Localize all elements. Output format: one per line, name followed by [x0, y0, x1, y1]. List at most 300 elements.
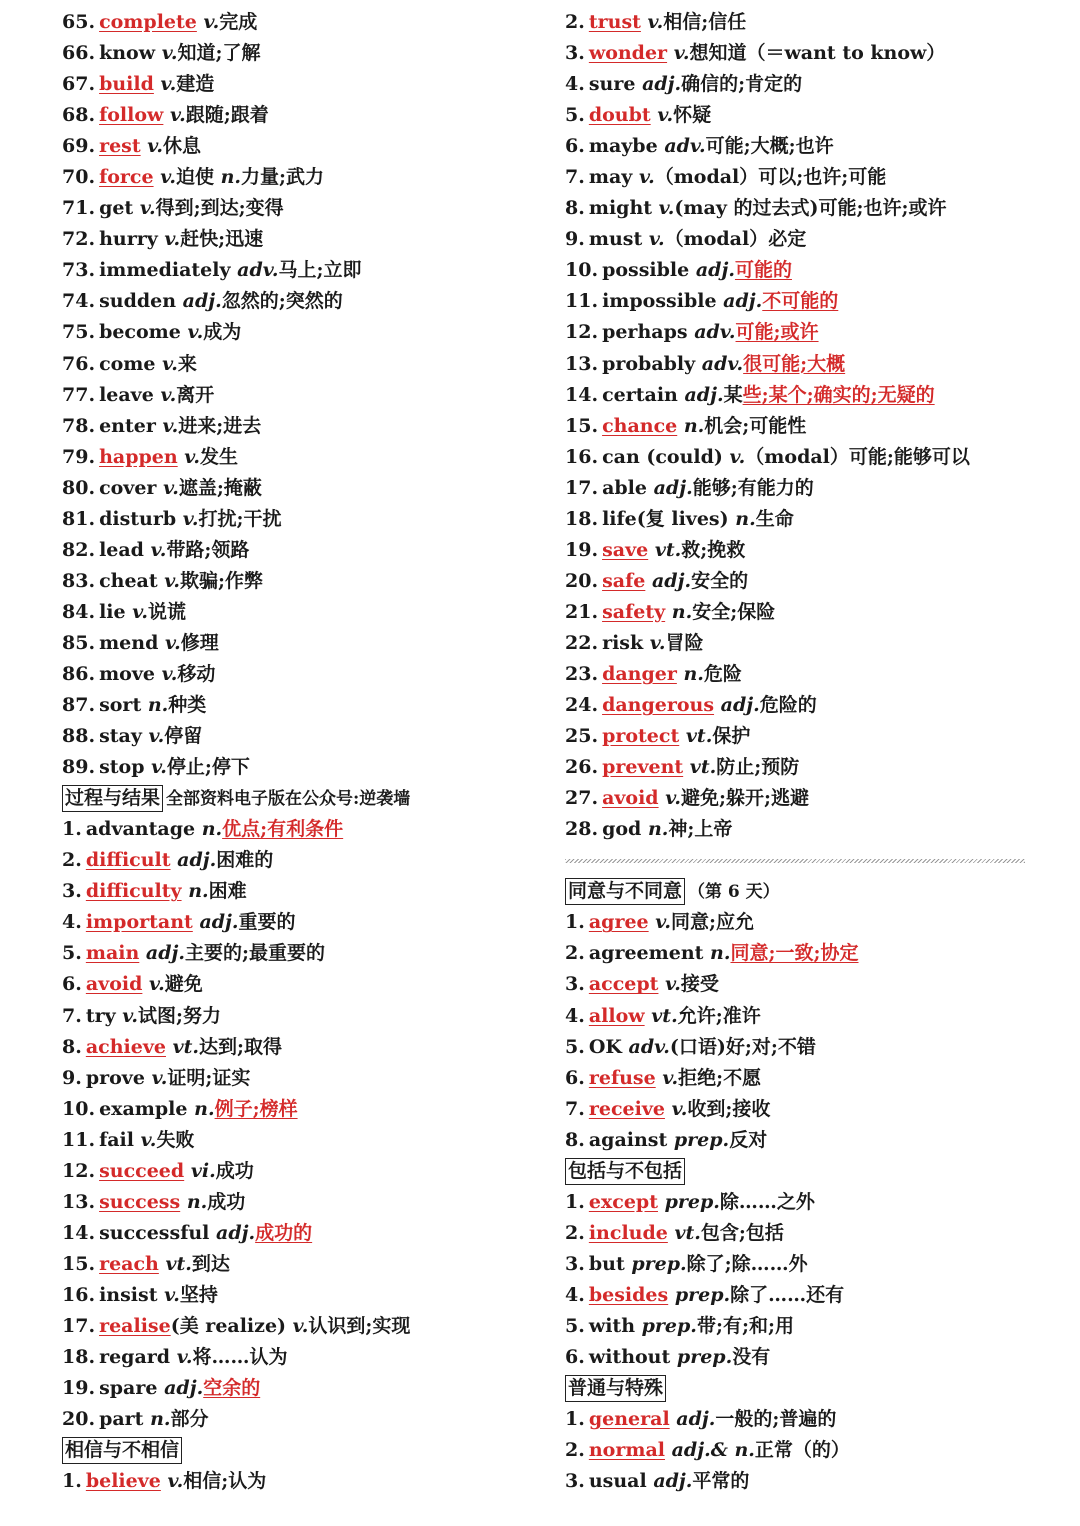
entry-pos: v.: [164, 569, 180, 592]
vocab-entry: [565, 721, 1065, 752]
entry-definition: 正常（的）: [754, 1439, 850, 1462]
entry-definition: 怀疑: [673, 104, 712, 127]
entry-pos: v.: [160, 73, 177, 96]
vocab-entry: [565, 1094, 1065, 1125]
section-title: 普通与特殊: [565, 1375, 666, 1402]
entry-number: 66.: [62, 42, 96, 65]
entry-pos-2: n.: [220, 166, 242, 189]
entry-pos: v.: [139, 197, 156, 220]
vocab-entry: [62, 876, 532, 907]
vocab-entry: [565, 473, 1065, 504]
entry-pos: n.: [194, 1097, 215, 1120]
entry-number: 89.: [62, 756, 96, 779]
entry-number: 2.: [565, 11, 585, 33]
entry-word: move: [99, 662, 155, 685]
entry-pos: v.: [161, 662, 178, 685]
entry-word: usual: [588, 1470, 647, 1493]
entry-definition: 欺骗;作弊: [180, 569, 264, 592]
entry-pos: v.: [170, 104, 186, 127]
vocab-entry: [565, 752, 1065, 783]
entry-number: 85.: [62, 631, 96, 654]
entry-number: 20.: [62, 1408, 96, 1431]
entry-word: stay: [99, 725, 142, 748]
vocab-entry: [62, 1466, 532, 1497]
vocab-entry: [62, 1311, 532, 1342]
entry-definition: 接受: [680, 973, 719, 996]
section-title: 相信与不相信: [62, 1437, 182, 1464]
vocab-entry: [565, 7, 1065, 38]
entry-pos: v.: [655, 911, 672, 934]
entry-word: become: [99, 321, 181, 344]
entry-definition: 避免;躲开;逃避: [680, 787, 809, 810]
entry-definition: 忽然的;突然的: [221, 290, 343, 313]
entry-definition: 危险: [703, 662, 742, 685]
entry-pos: v.: [671, 1097, 688, 1120]
entry-definition: 将……认为: [192, 1346, 288, 1369]
entry-number: 18.: [565, 507, 599, 530]
vocab-entry: [565, 1404, 1065, 1435]
right-column: [565, 7, 1065, 1497]
entry-definition: 失败: [156, 1128, 195, 1151]
vocab-entry: [565, 349, 1065, 380]
entry-word: might: [588, 197, 653, 220]
entry-definition: 部分: [170, 1408, 209, 1431]
vocab-entry: [565, 1063, 1065, 1094]
entry-number: 24.: [565, 694, 599, 717]
entry-pos: adj.& n.: [671, 1439, 755, 1462]
entry-number: 86.: [62, 662, 96, 685]
entry-definition: 例子;榜样: [214, 1097, 298, 1120]
entry-pos: adj.: [676, 1408, 716, 1431]
entry-pos: v.: [162, 414, 179, 437]
vocab-entry: [62, 286, 532, 317]
entry-number: 1.: [565, 911, 585, 934]
entry-definition: 相信;认为: [183, 1470, 267, 1493]
entry-number: 5.: [565, 1314, 585, 1337]
entry-pos: adj.: [653, 1470, 693, 1493]
entry-number: 6.: [565, 1346, 585, 1369]
entry-number: 2.: [565, 942, 585, 965]
entry-number: 8.: [565, 1128, 585, 1151]
vocab-entry: [62, 442, 532, 473]
entry-number: 82.: [62, 538, 96, 561]
entry-word: mend: [99, 631, 159, 654]
entry-number: 18.: [62, 1346, 96, 1369]
entry-definition: 困难的: [216, 849, 274, 872]
vocab-entry: [62, 969, 532, 1000]
entry-pos: v.: [292, 1314, 309, 1337]
entry-pos: v.: [184, 445, 201, 468]
vocab-entry: [62, 193, 532, 224]
entry-definition: 除了;除……外: [686, 1252, 808, 1275]
entry-number: 3.: [565, 973, 585, 996]
entry-pos: adj.: [199, 911, 239, 934]
entry-number: 9.: [565, 228, 585, 251]
entry-number: 65.: [62, 11, 96, 33]
entry-number: 3.: [62, 880, 82, 903]
entry-number: 8.: [565, 197, 585, 220]
vocab-entry: [565, 1280, 1065, 1311]
entry-word: refuse: [588, 1066, 656, 1089]
entry-word: but: [588, 1252, 625, 1275]
entry-number: 5.: [62, 942, 82, 965]
entry-word: cheat: [99, 569, 158, 592]
vocab-entry: [62, 69, 532, 100]
entry-pos: adv.: [701, 352, 744, 375]
entry-word: must: [588, 228, 643, 251]
entry-number: 70.: [62, 166, 96, 189]
entry-word: enter: [99, 414, 156, 437]
entry-pos: adj.: [723, 290, 763, 313]
entry-number: 2.: [565, 1221, 585, 1244]
entry-word: follow: [99, 104, 164, 127]
entry-pos: v.: [151, 1066, 168, 1089]
entry-pos: v.: [203, 11, 220, 33]
entry-definition: 停留: [164, 725, 203, 748]
vocab-entry: [62, 224, 532, 255]
entry-word: can (could): [602, 445, 723, 468]
vocab-entry: [565, 193, 1065, 224]
entry-pos: adj.: [653, 476, 693, 499]
entry-word: reach: [99, 1252, 159, 1275]
vocab-entry: [62, 814, 532, 845]
entry-definition: 带;有;和;用: [696, 1314, 794, 1337]
entry-number: 1.: [62, 1470, 82, 1493]
entry-number: 83.: [62, 569, 96, 592]
entry-definition: 认识到;实现: [308, 1314, 411, 1337]
entry-pos: adj.: [216, 1221, 256, 1244]
entry-word: sort: [99, 694, 142, 717]
entry-word: succeed: [99, 1159, 185, 1182]
entry-word: save: [602, 538, 649, 561]
vocab-entry: [565, 1125, 1065, 1156]
entry-number: 4.: [565, 73, 585, 96]
entry-pos: n.: [188, 880, 209, 903]
entry-definition-2: 力量;武力: [241, 166, 325, 189]
entry-word: try: [85, 1004, 116, 1027]
vocab-entry: [62, 566, 532, 597]
entry-word: life(复 lives): [602, 507, 729, 530]
section-title: 同意与不同意: [565, 878, 685, 905]
vocab-entry: [565, 907, 1065, 938]
entry-pos: n.: [186, 1190, 208, 1213]
vocab-entry: [565, 286, 1065, 317]
entry-pos: adj.: [182, 290, 222, 313]
entry-number: 79.: [62, 445, 96, 468]
entry-word: fail: [99, 1128, 134, 1151]
entry-number: 22.: [565, 631, 599, 654]
entry-definition: 成功: [215, 1159, 254, 1182]
vocab-entry: [565, 1342, 1065, 1373]
entry-number: 23.: [565, 662, 599, 685]
entry-word: get: [99, 197, 134, 220]
entry-word: important: [85, 911, 193, 934]
vocab-entry: [565, 1001, 1065, 1032]
entry-word: without: [588, 1346, 671, 1369]
vocab-entry: [565, 535, 1065, 566]
entry-word: difficulty: [85, 880, 182, 903]
entry-definition: 进来;进去: [178, 414, 262, 437]
entry-number: 7.: [565, 1097, 585, 1120]
vocab-entry: [62, 938, 532, 969]
section-divider: [565, 859, 1025, 863]
vocab-entry: [565, 1187, 1065, 1218]
entry-pos: v.: [150, 538, 167, 561]
entry-definition: 可能的: [734, 259, 792, 282]
entry-pos: n.: [735, 507, 756, 530]
entry-pos: adj.: [164, 1377, 204, 1400]
entry-number: 2.: [565, 1439, 585, 1462]
vocab-entry: [62, 473, 532, 504]
entry-pos: prep.: [664, 1190, 720, 1213]
entry-number: 20.: [565, 569, 599, 592]
entry-number: 13.: [62, 1190, 96, 1213]
entry-word: OK: [588, 1035, 622, 1058]
entry-word: with: [588, 1314, 636, 1337]
entry-definition: 优点;有利条件: [222, 818, 344, 841]
entry-pos: v.: [164, 228, 181, 251]
entry-word: come: [99, 352, 156, 375]
entry-definition: 种类: [168, 694, 207, 717]
vocab-entry: [62, 752, 532, 783]
entry-definition: 安全;保险: [692, 600, 776, 623]
entry-pos: adj.: [684, 383, 724, 406]
entry-number: 76.: [62, 352, 96, 375]
vocab-entry: [565, 69, 1065, 100]
entry-pos: adv.: [664, 135, 706, 158]
entry-definition: 到达: [191, 1252, 230, 1275]
entry-word: rest: [99, 135, 141, 158]
entry-word: impossible: [602, 290, 717, 313]
entry-definition: 很可能;大概: [743, 352, 846, 375]
vocab-entry: [62, 1342, 532, 1373]
entry-pos: v.: [148, 725, 165, 748]
entry-pos: vt.: [651, 1004, 678, 1027]
entry-definition: 遮盖;掩蔽: [178, 476, 262, 499]
vocab-entry: [62, 1280, 532, 1311]
entry-pos: v.: [161, 42, 178, 65]
entry-word: general: [588, 1408, 670, 1431]
entry-pos: v.: [187, 321, 204, 344]
entry-number: 19.: [565, 538, 599, 561]
entry-pos: prep.: [641, 1314, 697, 1337]
entry-word: know: [99, 42, 156, 65]
entry-word: insist: [99, 1283, 158, 1306]
entry-number: 1.: [62, 818, 82, 841]
entry-definition: 达到;取得: [199, 1035, 283, 1058]
entry-definition: 同意;一致;协定: [730, 942, 859, 965]
entry-pos: v.: [176, 1346, 193, 1369]
entry-pos: v.: [160, 383, 177, 406]
entry-number: 25.: [565, 725, 599, 748]
entry-number: 15.: [565, 414, 599, 437]
entry-number: 17.: [565, 476, 599, 499]
entry-definition: 移动: [177, 662, 216, 685]
entry-word: build: [99, 73, 154, 96]
entry-word: successful: [99, 1221, 210, 1244]
entry-word: sure: [588, 73, 636, 96]
entry-pos: n.: [647, 818, 669, 841]
entry-word: may: [588, 166, 633, 189]
entry-word: lead: [99, 538, 144, 561]
entry-definition: 马上;立即: [278, 259, 362, 282]
vocab-entry: [565, 597, 1065, 628]
vocab-entry: [62, 411, 532, 442]
vocab-entry: [565, 783, 1065, 814]
vocab-entry: [62, 659, 532, 690]
entry-pos: adj.: [177, 849, 217, 872]
vocab-entry: [565, 162, 1065, 193]
entry-number: 68.: [62, 104, 96, 127]
entry-definition: (口语)好;对;不错: [669, 1035, 816, 1058]
entry-pos: prep.: [676, 1346, 733, 1369]
entry-number: 12.: [565, 321, 599, 344]
entry-definition: 反对: [729, 1128, 768, 1151]
entry-number: 8.: [62, 1035, 82, 1058]
entry-pos: v.: [729, 445, 746, 468]
vocab-entry: [62, 317, 532, 348]
entry-number: 81.: [62, 507, 96, 530]
vocab-entry: [62, 1125, 532, 1156]
entry-pos: prep.: [631, 1252, 687, 1275]
entry-definition: 重要的: [238, 911, 296, 934]
entry-word: accept: [588, 973, 659, 996]
entry-pos: vt.: [689, 756, 717, 779]
entry-pos: vi.: [190, 1159, 216, 1182]
entry-definition: 平常的: [692, 1470, 750, 1493]
entry-word: besides: [588, 1283, 669, 1306]
entry-pos: v.: [182, 507, 199, 530]
entry-pos: vt.: [654, 538, 682, 561]
entry-number: 6.: [565, 135, 585, 158]
section-header: [62, 783, 532, 814]
entry-definition: 收到;接收: [687, 1097, 771, 1120]
vocab-entry: [565, 131, 1065, 162]
section-note: 全部资料电子版在公众号:逆袭墙: [166, 789, 411, 810]
vocab-entry: [565, 255, 1065, 286]
entry-definition: 停止;停下: [166, 756, 250, 779]
section-header: [565, 1373, 1065, 1404]
entry-definition: 不可能的: [762, 290, 839, 313]
entry-pos: adv.: [237, 259, 279, 282]
entry-definition: 成为: [203, 321, 242, 344]
entry-word: except: [588, 1190, 658, 1213]
entry-word: chance: [602, 414, 678, 437]
entry-number: 6.: [565, 1066, 585, 1089]
entry-number: 4.: [565, 1283, 585, 1306]
entry-word: include: [588, 1221, 668, 1244]
entry-word: wonder: [588, 42, 668, 65]
vocab-entry: [62, 380, 532, 411]
entry-definition: (may 的过去式)可能;也许;或许: [674, 197, 947, 220]
entry-number: 1.: [565, 1408, 585, 1431]
entry-definition: 神;上帝: [668, 818, 733, 841]
vocab-entry: [62, 1001, 532, 1032]
entry-word: spare: [99, 1377, 158, 1400]
vocab-entry: [62, 535, 532, 566]
entry-pos: v.: [151, 756, 167, 779]
entry-word: force: [99, 166, 154, 189]
entry-pos: v.: [132, 600, 148, 623]
entry-pos: v.: [638, 166, 655, 189]
entry-word: lie: [99, 600, 126, 623]
entry-word: against: [588, 1128, 668, 1151]
vocab-entry: [565, 411, 1065, 442]
entry-definition: 冒险: [665, 631, 704, 654]
entry-pos: n.: [147, 694, 169, 717]
vocab-entry: [62, 1187, 532, 1218]
section-title: 过程与结果: [62, 785, 163, 812]
vocab-entry: [565, 224, 1065, 255]
entry-pos: n.: [201, 818, 223, 841]
entry-word: risk: [602, 631, 644, 654]
entry-definition: 某: [723, 383, 743, 406]
entry-word: part: [99, 1408, 144, 1431]
entry-definition: 除了……还有: [730, 1283, 845, 1306]
entry-pos: adj.: [720, 694, 760, 717]
entry-word: hurry: [99, 228, 158, 251]
vocab-entry: [565, 628, 1065, 659]
entry-number: 7.: [62, 1004, 82, 1027]
entry-number: 3.: [565, 1252, 585, 1275]
entry-word: disturb: [99, 507, 177, 530]
entry-definition: 保护: [712, 725, 751, 748]
entry-definition: 没有: [732, 1346, 771, 1369]
vocab-entry: [62, 162, 532, 193]
vocab-entry: [62, 1218, 532, 1249]
entry-word: doubt: [588, 104, 651, 127]
entry-word: able: [602, 476, 647, 499]
entry-word: difficult: [85, 849, 171, 872]
entry-definition: （modal）必定: [664, 228, 807, 251]
vocab-entry: [62, 690, 532, 721]
entry-definition: 离开: [176, 383, 215, 406]
entry-definition: （modal）可以;也许;可能: [654, 166, 887, 189]
entry-word: achieve: [85, 1035, 166, 1058]
entry-definition: 一般的;普遍的: [715, 1408, 837, 1431]
entry-pos: v.: [665, 973, 681, 996]
entry-definition: 除……之外: [719, 1190, 815, 1213]
entry-word: normal: [588, 1439, 665, 1462]
entry-number: 4.: [62, 911, 82, 934]
entry-word: agreement: [588, 942, 704, 965]
entry-number: 5.: [565, 104, 585, 127]
entry-definition: 完成: [219, 11, 258, 33]
entry-number: 17.: [62, 1314, 96, 1337]
entry-number: 80.: [62, 476, 96, 499]
vocab-entry: [565, 317, 1065, 348]
entry-word: advantage: [85, 818, 196, 841]
entry-number: 15.: [62, 1252, 96, 1275]
entry-number: 7.: [565, 166, 585, 189]
entry-number: 77.: [62, 383, 96, 406]
section-header: [565, 876, 1065, 907]
vocab-entry: [62, 628, 532, 659]
vocab-entry: [62, 845, 532, 876]
entry-pos: v.: [167, 1470, 184, 1493]
entry-word: allow: [588, 1004, 645, 1027]
entry-word: realise: [99, 1314, 171, 1337]
vocab-entry: [62, 1249, 532, 1280]
entry-number: 67.: [62, 73, 96, 96]
entry-definition: 得到;到达;变得: [155, 197, 284, 220]
vocab-entry: [62, 1373, 532, 1404]
entry-definition: 赶快;迅速: [180, 228, 264, 251]
vocab-entry: [565, 566, 1065, 597]
entry-pos: prep.: [674, 1283, 731, 1306]
entry-pos: vt.: [172, 1035, 200, 1058]
entry-number: 9.: [62, 1066, 82, 1089]
